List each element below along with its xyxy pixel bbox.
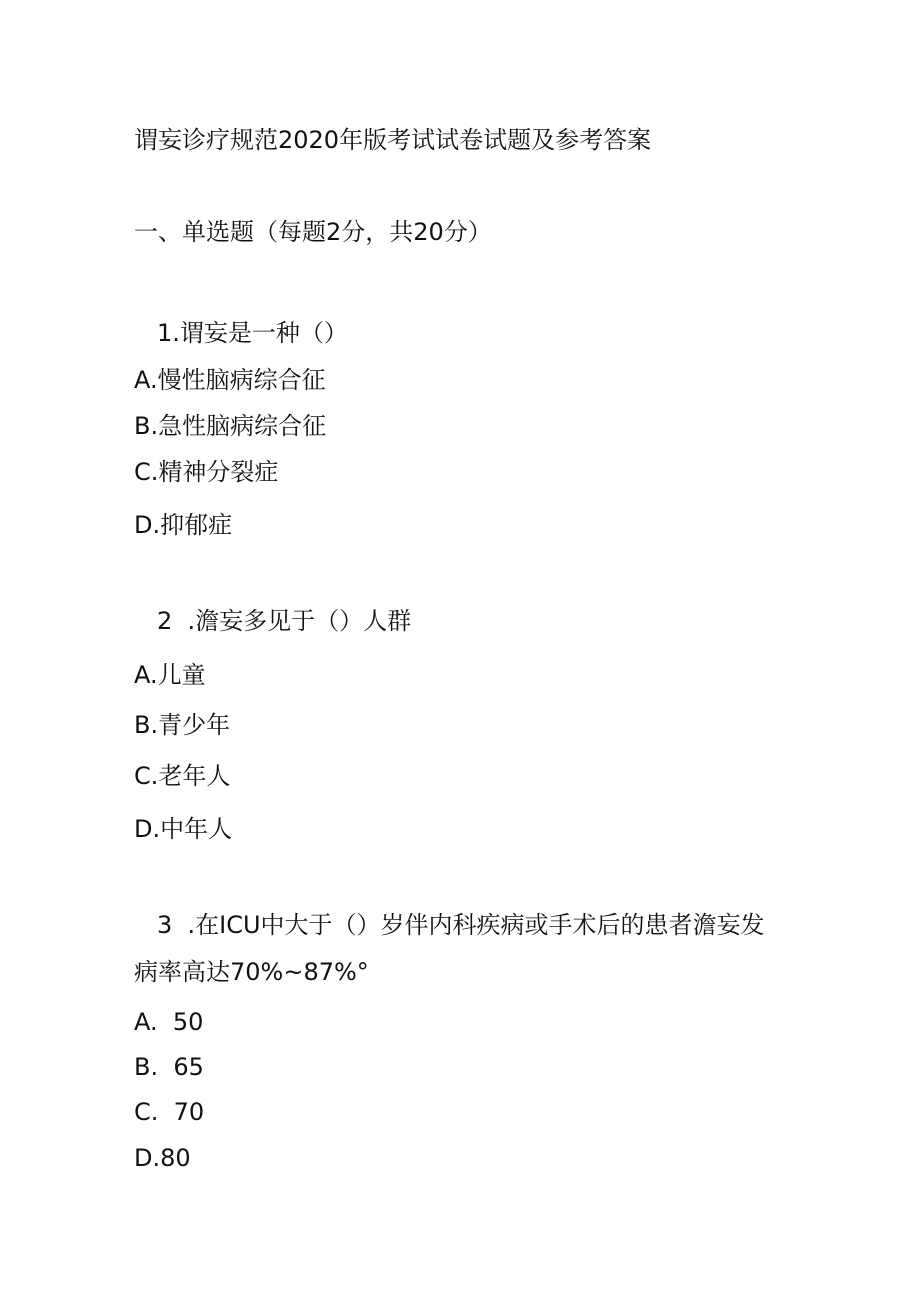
question-2-option-a: A.儿童 <box>134 661 206 689</box>
question-1-stem: 1.谓妄是一种（） <box>157 319 348 347</box>
question-3-option-d: D.80 <box>134 1144 191 1172</box>
question-2-option-d: D.中年人 <box>134 815 233 843</box>
question-3-stem-line-1: 3 .在ICU中大于（）岁伴内科疾病或手术后的患者澹妄发 <box>157 911 765 939</box>
question-2-option-b: B.青少年 <box>134 711 231 739</box>
question-1-option-d: D.抑郁症 <box>134 511 233 539</box>
section-heading: 一、单选题（每题2分，共20分） <box>134 218 492 246</box>
question-2-stem: 2 .澹妄多见于（）人群 <box>157 607 412 635</box>
question-3-option-c: C. 70 <box>134 1098 205 1126</box>
question-3-option-a: A. 50 <box>134 1008 204 1036</box>
question-1-option-b: B.急性脑病综合征 <box>134 412 327 440</box>
question-1-option-a: A.慢性脑病综合征 <box>134 366 326 394</box>
question-3-stem-line-2: 病率高达70%~87%° <box>134 958 369 986</box>
question-3-option-b: B. 65 <box>134 1053 204 1081</box>
page-title: 谓妄诊疗规范2020年版考试试卷试题及参考答案 <box>134 126 652 154</box>
question-1-option-c: C.精神分裂症 <box>134 458 279 486</box>
question-2-option-c: C.老年人 <box>134 762 231 790</box>
